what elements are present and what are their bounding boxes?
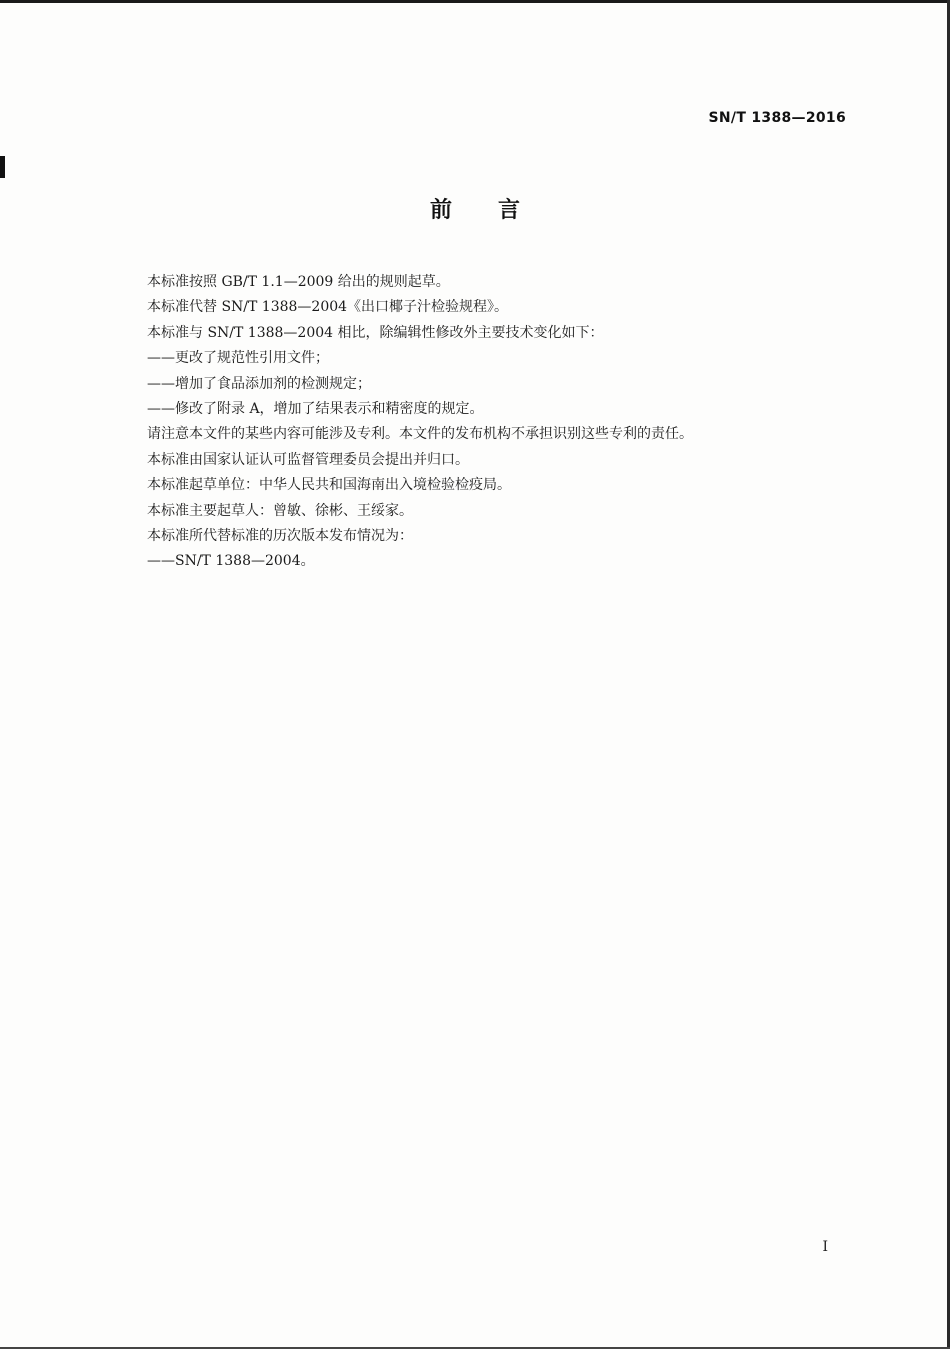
foreword-body bbox=[147, 270, 847, 575]
binding-mark bbox=[0, 156, 5, 178]
list-item: ——SN/T 1388—2004。 bbox=[147, 553, 315, 570]
paragraph: 本标准主要起草人：曾敏、徐彬、王绥家。 bbox=[147, 502, 413, 519]
list-item: ——修改了附录 A，增加了结果表示和精密度的规定。 bbox=[147, 400, 484, 417]
scan-edge-top bbox=[0, 0, 950, 3]
paragraph: 本标准按照 GB/T 1.1—2009 给出的规则起草。 bbox=[147, 274, 450, 290]
page-number: I bbox=[822, 1239, 828, 1255]
standard-code: SN/T 1388—2016 bbox=[708, 110, 846, 126]
paragraph: 本标准由国家认证认可监督管理委员会提出并归口。 bbox=[147, 451, 469, 468]
list-item: ——更改了规范性引用文件； bbox=[147, 350, 329, 367]
paragraph: 请注意本文件的某些内容可能涉及专利。本文件的发布机构不承担识别这些专利的责任。 bbox=[147, 426, 693, 443]
paragraph: 本标准与 SN/T 1388—2004 相比，除编辑性修改外主要技术变化如下： bbox=[147, 324, 604, 341]
list-item: ——增加了食品添加剂的检测规定； bbox=[147, 375, 371, 392]
paragraph: 本标准起草单位：中华人民共和国海南出入境检验检疫局。 bbox=[147, 477, 511, 494]
paragraph: 本标准所代替标准的历次版本发布情况为： bbox=[147, 527, 413, 544]
page-title: 前言 bbox=[429, 198, 566, 223]
paragraph: 本标准代替 SN/T 1388—2004《出口椰子汁检验规程》。 bbox=[147, 299, 509, 316]
